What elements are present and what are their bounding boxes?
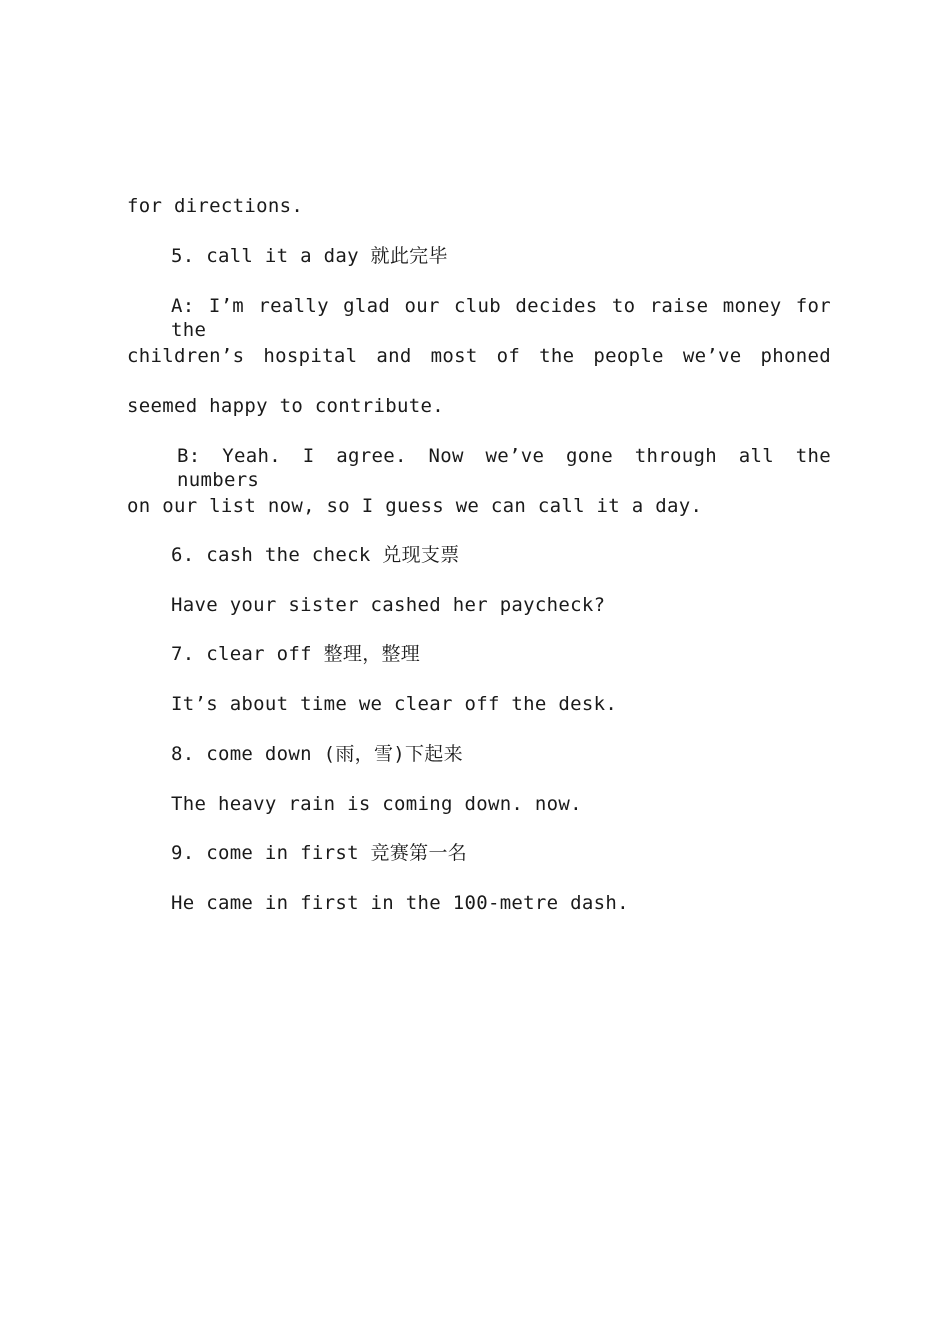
dialogue-line-a: A: I’m really glad our club decides to raise money for the (171, 295, 831, 341)
text-line: for directions. (127, 195, 304, 217)
phrase-heading-5: 5. call it a day 就此完毕 (171, 245, 448, 267)
phrase-heading-8: 8. come down (雨，雪)下起来 (171, 743, 463, 765)
phrase-heading-7: 7. clear off 整理，整理 (171, 643, 421, 665)
phrase-heading-9: 9. come in first 竞赛第一名 (171, 842, 468, 864)
dialogue-line-a-cont: children’s hospital and most of the people we’ve phoned (127, 345, 831, 367)
example-sentence-7: It’s about time we clear off the desk. (171, 693, 618, 715)
dialogue-line-b: B: Yeah. I agree. Now we’ve gone through all the numbers (177, 445, 831, 491)
dialogue-line-b-end: on our list now, so I guess we can call it a day. (127, 495, 703, 517)
example-sentence-9: He came in first in the 100-metre dash. (171, 892, 629, 914)
example-sentence-6: Have your sister cashed her paycheck? (171, 594, 606, 616)
example-sentence-8: The heavy rain is coming down. now. (171, 793, 582, 815)
phrase-heading-6: 6. cash the check 兑现支票 (171, 544, 460, 566)
dialogue-line-a-end: seemed happy to contribute. (127, 395, 444, 417)
